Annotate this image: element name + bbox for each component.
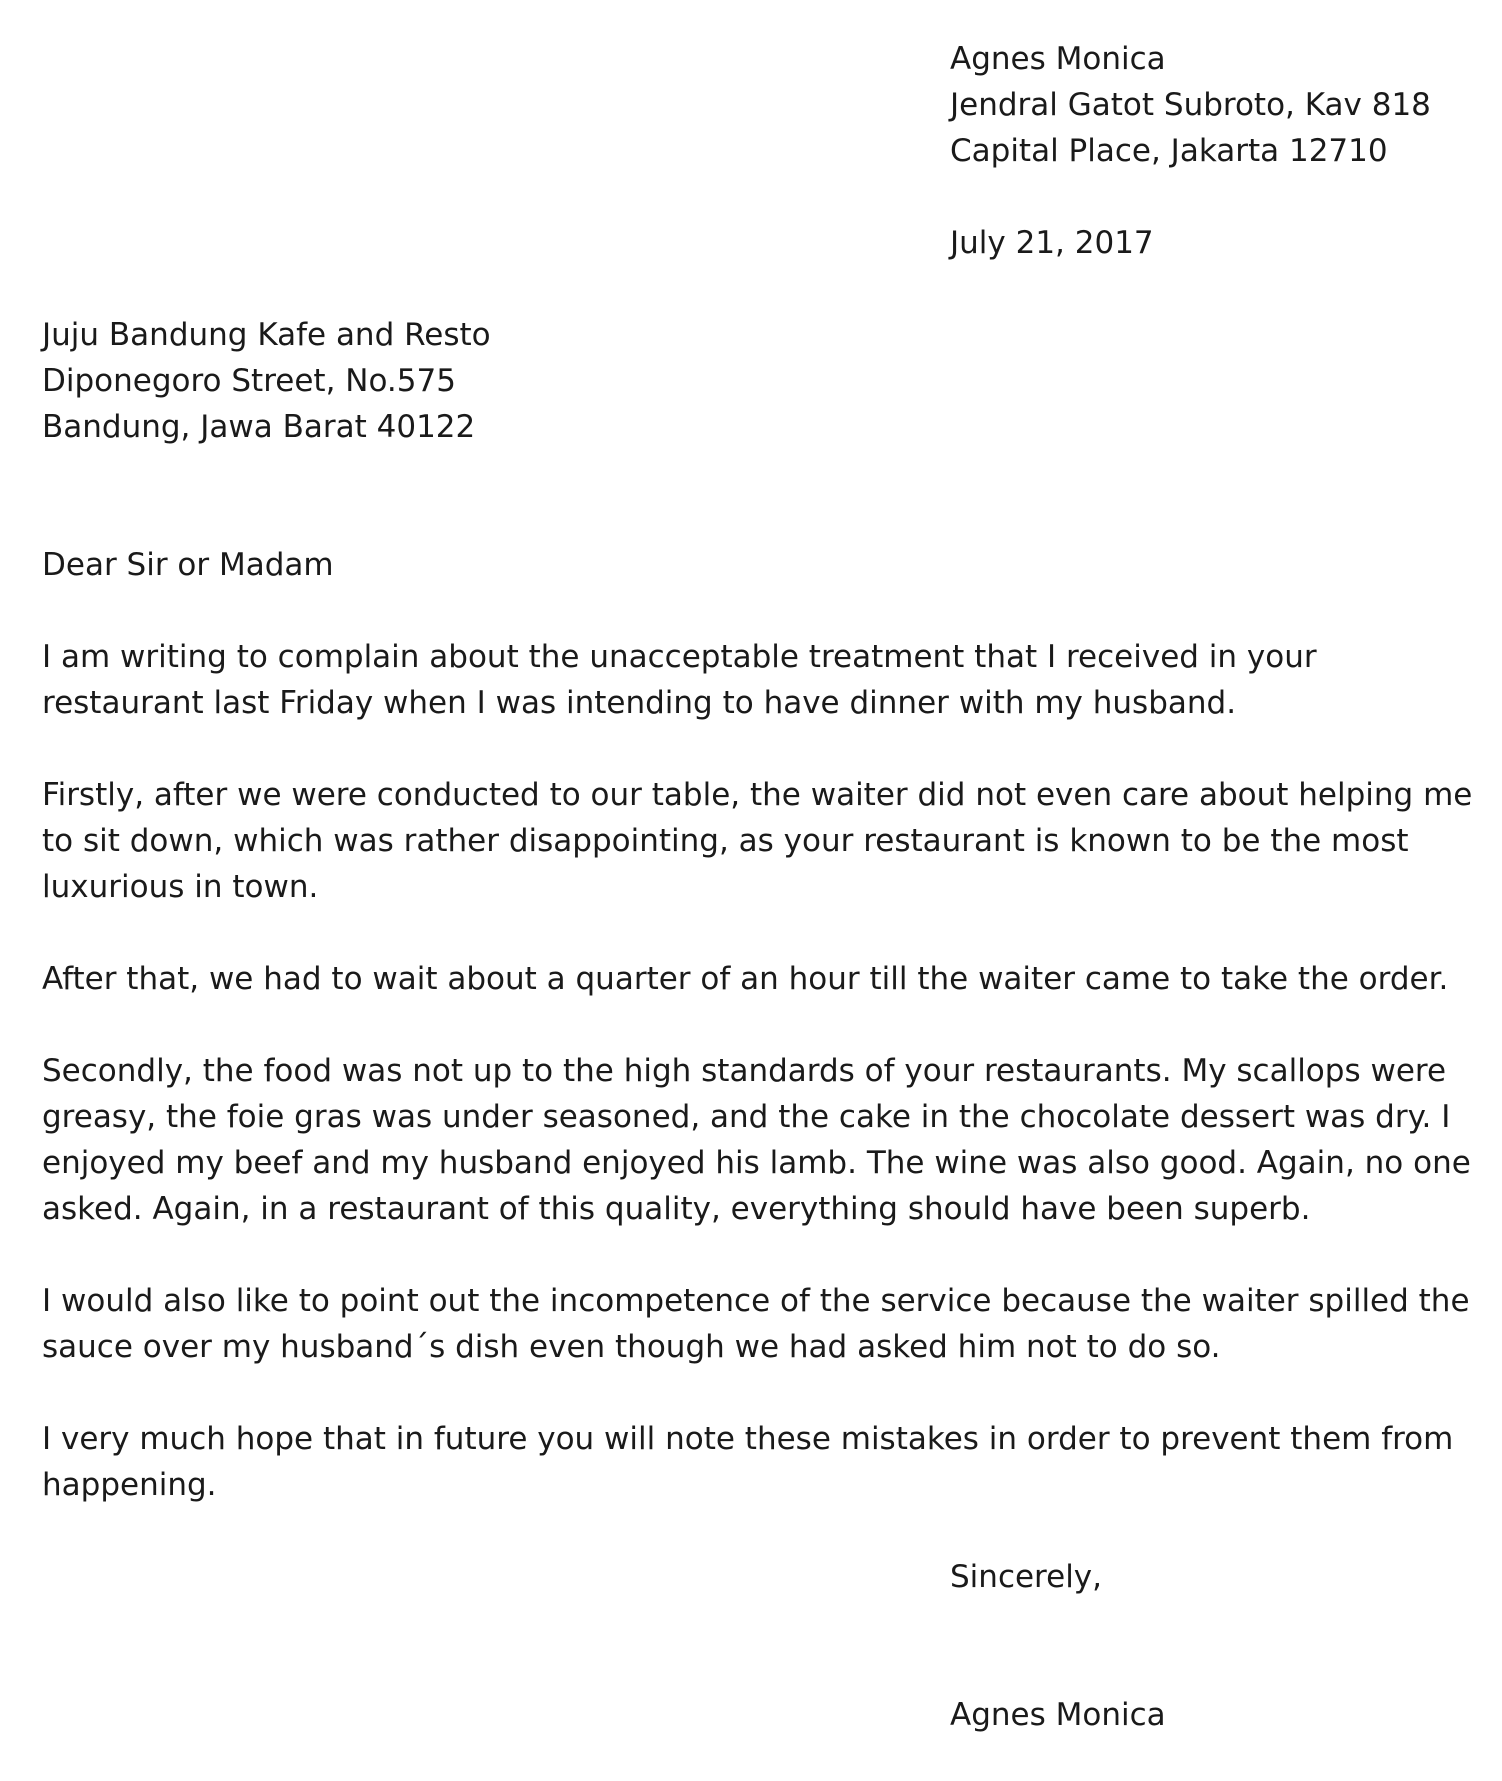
paragraph-line: I would also like to point out the incompetence of the service because the waiter spilled the bbox=[42, 1283, 1470, 1319]
paragraph-line: happening. bbox=[42, 1467, 217, 1503]
sender-address-line1: Jendral Gatot Subroto, Kav 818 bbox=[950, 87, 1431, 123]
paragraph-line: luxurious in town. bbox=[42, 869, 319, 905]
paragraph-line: enjoyed my beef and my husband enjoyed his lamb. The wine was also good. Again, no one bbox=[42, 1145, 1471, 1181]
paragraph-line: sauce over my husband´s dish even though we had asked him not to do so. bbox=[42, 1329, 1221, 1365]
paragraph-line: Firstly, after we were conducted to our table, the waiter did not even care about helping me bbox=[42, 777, 1473, 813]
sender-address-line2: Capital Place, Jakarta 12710 bbox=[950, 133, 1388, 169]
salutation: Dear Sir or Madam bbox=[42, 547, 334, 583]
paragraph-line: to sit down, which was rather disappointing, as your restaurant is known to be the most bbox=[42, 823, 1409, 859]
paragraph-line: asked. Again, in a restaurant of this quality, everything should have been superb. bbox=[42, 1191, 1311, 1227]
letter-date: July 21, 2017 bbox=[950, 225, 1154, 261]
sender-name: Agnes Monica bbox=[950, 41, 1166, 77]
recipient-address-line1: Diponegoro Street, No.575 bbox=[42, 363, 456, 399]
paragraph-5 bbox=[42, 1278, 1472, 1370]
paragraph-line: After that, we had to wait about a quarter of an hour till the waiter came to take the order. bbox=[42, 961, 1449, 997]
paragraph-1 bbox=[42, 634, 1472, 726]
signature-name: Agnes Monica bbox=[950, 1697, 1166, 1733]
paragraph-2 bbox=[42, 772, 1472, 910]
paragraph-line: I am writing to complain about the unacceptable treatment that I received in your bbox=[42, 639, 1317, 675]
closing: Sincerely, bbox=[950, 1559, 1103, 1595]
paragraph-6 bbox=[42, 1416, 1472, 1508]
recipient-name: Juju Bandung Kafe and Resto bbox=[42, 317, 491, 353]
paragraph-line: I very much hope that in future you will note these mistakes in order to prevent them from bbox=[42, 1421, 1454, 1457]
paragraph-3 bbox=[42, 956, 1472, 1002]
paragraph-line: greasy, the foie gras was under seasoned, and the cake in the chocolate dessert was dry. I bbox=[42, 1099, 1451, 1135]
recipient-address-line2: Bandung, Jawa Barat 40122 bbox=[42, 409, 476, 445]
paragraph-4 bbox=[42, 1048, 1472, 1232]
paragraph-line: restaurant last Friday when I was intending to have dinner with my husband. bbox=[42, 685, 1237, 721]
paragraph-line: Secondly, the food was not up to the high standards of your restaurants. My scallops were bbox=[42, 1053, 1447, 1089]
